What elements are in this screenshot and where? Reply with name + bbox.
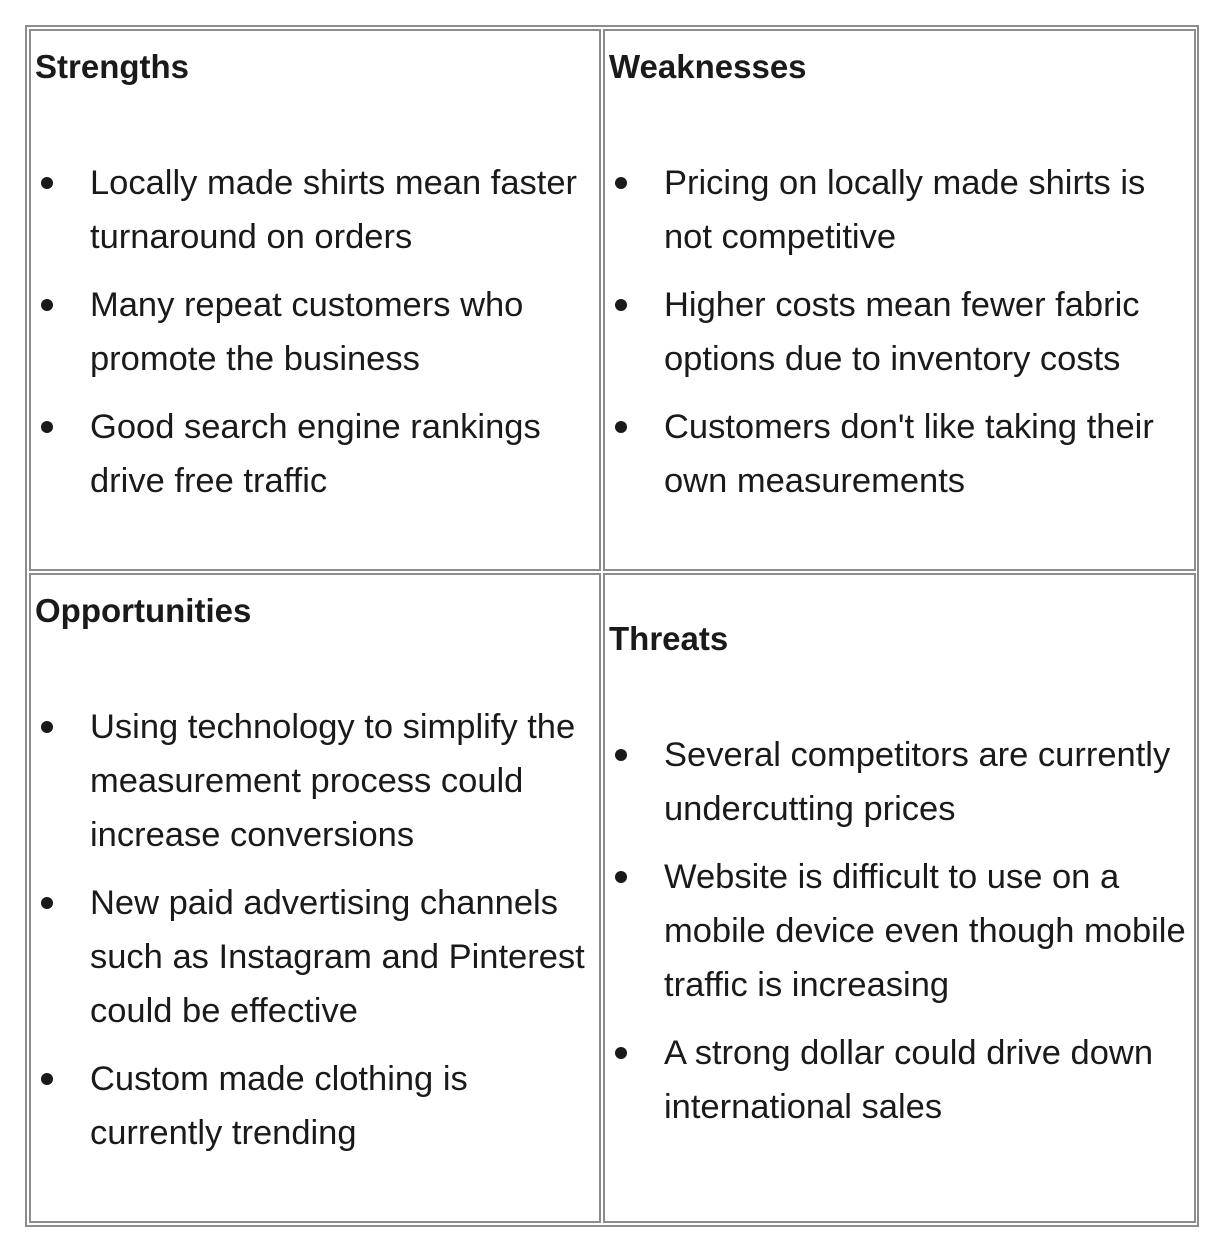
list-item-text: Good search engine rankings drive free traffic — [90, 408, 541, 500]
list-item — [605, 728, 1194, 836]
list-item — [31, 278, 599, 386]
weaknesses-heading: Weaknesses — [609, 48, 807, 85]
threats-heading: Threats — [609, 620, 729, 657]
list-item — [605, 1026, 1194, 1134]
list-item — [31, 876, 599, 1038]
bullet-icon — [41, 897, 53, 909]
bullet-icon — [615, 749, 627, 761]
list-item-text: Locally made shirts mean faster turnaround on orders — [90, 164, 578, 256]
bullet-icon — [41, 1073, 53, 1085]
strengths-cell — [29, 29, 601, 571]
list-item-text: Custom made clothing is currently trending — [90, 1060, 468, 1152]
list-item-text: Customers don't like taking their own measurements — [664, 408, 1154, 500]
list-item-text: Website is difficult to use on a mobile device even though mobile traffic is increasing — [664, 858, 1186, 1004]
list-item-text: Using technology to simplify the measurement process could increase conversions — [90, 708, 576, 854]
bullet-icon — [615, 421, 627, 433]
bullet-icon — [41, 721, 53, 733]
list-item — [31, 156, 599, 264]
list-item-text: A strong dollar could drive down international sales — [664, 1034, 1154, 1126]
strengths-heading: Strengths — [35, 48, 190, 85]
opportunities-heading: Opportunities — [35, 592, 252, 629]
bullet-icon — [615, 871, 627, 883]
strengths-list — [31, 156, 599, 522]
bullet-icon — [41, 421, 53, 433]
list-item — [605, 156, 1194, 264]
bullet-icon — [41, 177, 53, 189]
list-item — [31, 1052, 599, 1160]
list-item-text: New paid advertising channels such as Instagram and Pinterest could be effective — [90, 884, 585, 1030]
list-item-text: Several competitors are currently undercutting prices — [664, 736, 1171, 828]
list-item-text: Many repeat customers who promote the business — [90, 286, 524, 378]
opportunities-cell — [29, 573, 601, 1223]
list-item-text: Higher costs mean fewer fabric options due to inventory costs — [664, 286, 1140, 378]
weaknesses-cell — [603, 29, 1196, 571]
bullet-icon — [615, 177, 627, 189]
list-item — [605, 400, 1194, 508]
threats-cell — [603, 573, 1196, 1223]
list-item — [605, 850, 1194, 1012]
list-item — [31, 700, 599, 862]
list-item — [31, 400, 599, 508]
opportunities-list — [31, 700, 599, 1174]
bullet-icon — [615, 299, 627, 311]
list-item-text: Pricing on locally made shirts is not competitive — [664, 164, 1146, 256]
threats-list — [605, 728, 1194, 1148]
bullet-icon — [615, 1047, 627, 1059]
list-item — [605, 278, 1194, 386]
weaknesses-list — [605, 156, 1194, 522]
bullet-icon — [41, 299, 53, 311]
